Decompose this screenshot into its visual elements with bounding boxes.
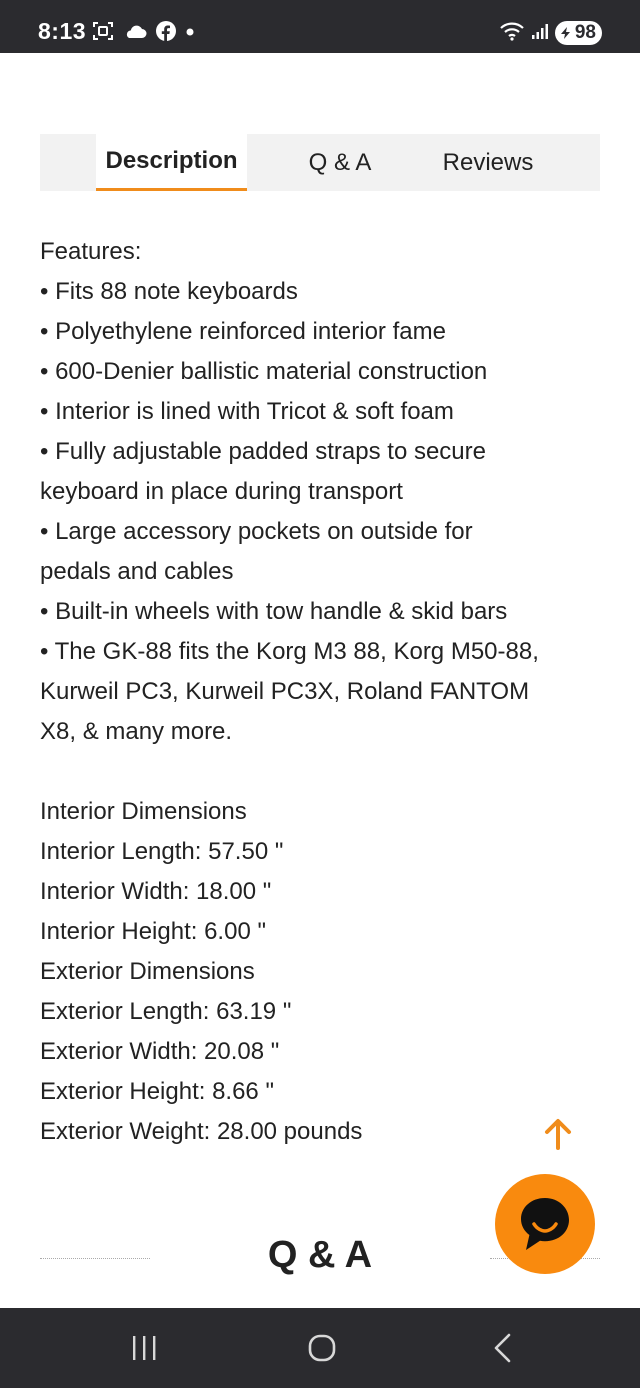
feature-item: • Fits 88 note keyboards [40, 278, 298, 305]
feature-item: • Interior is lined with Tricot & soft foam [40, 398, 454, 425]
interior-dimensions-heading: Interior Dimensions [40, 798, 247, 825]
status-time: 8:13 [38, 18, 87, 44]
cloud-icon [123, 23, 147, 44]
feature-item: • Large accessory pockets on outside for [40, 518, 473, 545]
feature-item: • Polyethylene reinforced interior fame [40, 318, 446, 345]
feature-item-continued: keyboard in place during transport [40, 478, 403, 505]
recent-apps-button[interactable] [124, 1330, 164, 1366]
back-icon [482, 1330, 522, 1366]
chat-bubble-icon [495, 1174, 595, 1274]
battery-level: 98 [574, 22, 596, 43]
feature-item-continued: X8, & many more. [40, 718, 233, 745]
spec-line: Exterior Weight: 28.00 pounds [40, 1118, 363, 1145]
battery-indicator [555, 21, 602, 45]
home-button[interactable] [302, 1330, 342, 1366]
spec-line: Interior Length: 57.50 " [40, 838, 284, 865]
feature-item: • 600-Denier ballistic material construction [40, 358, 488, 385]
signal-icon [531, 22, 549, 45]
wifi-icon [499, 21, 525, 46]
navigation-bar [0, 1308, 640, 1388]
home-icon [302, 1330, 342, 1366]
chat-button[interactable] [495, 1174, 595, 1274]
tab-q-and-a[interactable]: Q & A [308, 148, 372, 176]
feature-item: • Fully adjustable padded straps to secure [40, 438, 486, 465]
feature-item-continued: Kurweil PC3, Kurweil PC3X, Roland FANTOM [40, 678, 530, 705]
system-icons [499, 20, 602, 46]
status-bar [0, 0, 640, 53]
battery-icon [559, 26, 573, 40]
spec-line: Interior Width: 18.00 " [40, 878, 272, 905]
product-description [40, 232, 600, 1152]
feature-item: • Built-in wheels with tow handle & skid bars [40, 598, 508, 625]
back-button[interactable] [482, 1330, 522, 1366]
spec-line: Exterior Length: 63.19 " [40, 998, 292, 1025]
screenshot-icon [92, 21, 114, 46]
tab-description[interactable]: Description [96, 134, 247, 191]
qa-heading: Q & A [267, 1234, 373, 1276]
notification-icons [92, 22, 195, 44]
feature-item: • The GK-88 fits the Korg M3 88, Korg M50-88, [40, 638, 539, 665]
feature-item-continued: pedals and cables [40, 558, 234, 585]
scroll-to-top-button[interactable] [540, 1116, 576, 1152]
tab-reviews[interactable]: Reviews [442, 148, 534, 176]
exterior-dimensions-heading: Exterior Dimensions [40, 958, 255, 985]
dot-icon [185, 24, 195, 42]
facebook-icon [156, 21, 176, 46]
blank-line [40, 752, 600, 792]
recent-apps-icon [124, 1330, 164, 1366]
product-tabs [40, 134, 600, 191]
spec-line: Exterior Height: 8.66 " [40, 1078, 274, 1105]
arrow-up-icon [540, 1116, 576, 1152]
features-heading: Features: [40, 238, 142, 265]
spec-line: Exterior Width: 20.08 " [40, 1038, 280, 1065]
spec-line: Interior Height: 6.00 " [40, 918, 266, 945]
